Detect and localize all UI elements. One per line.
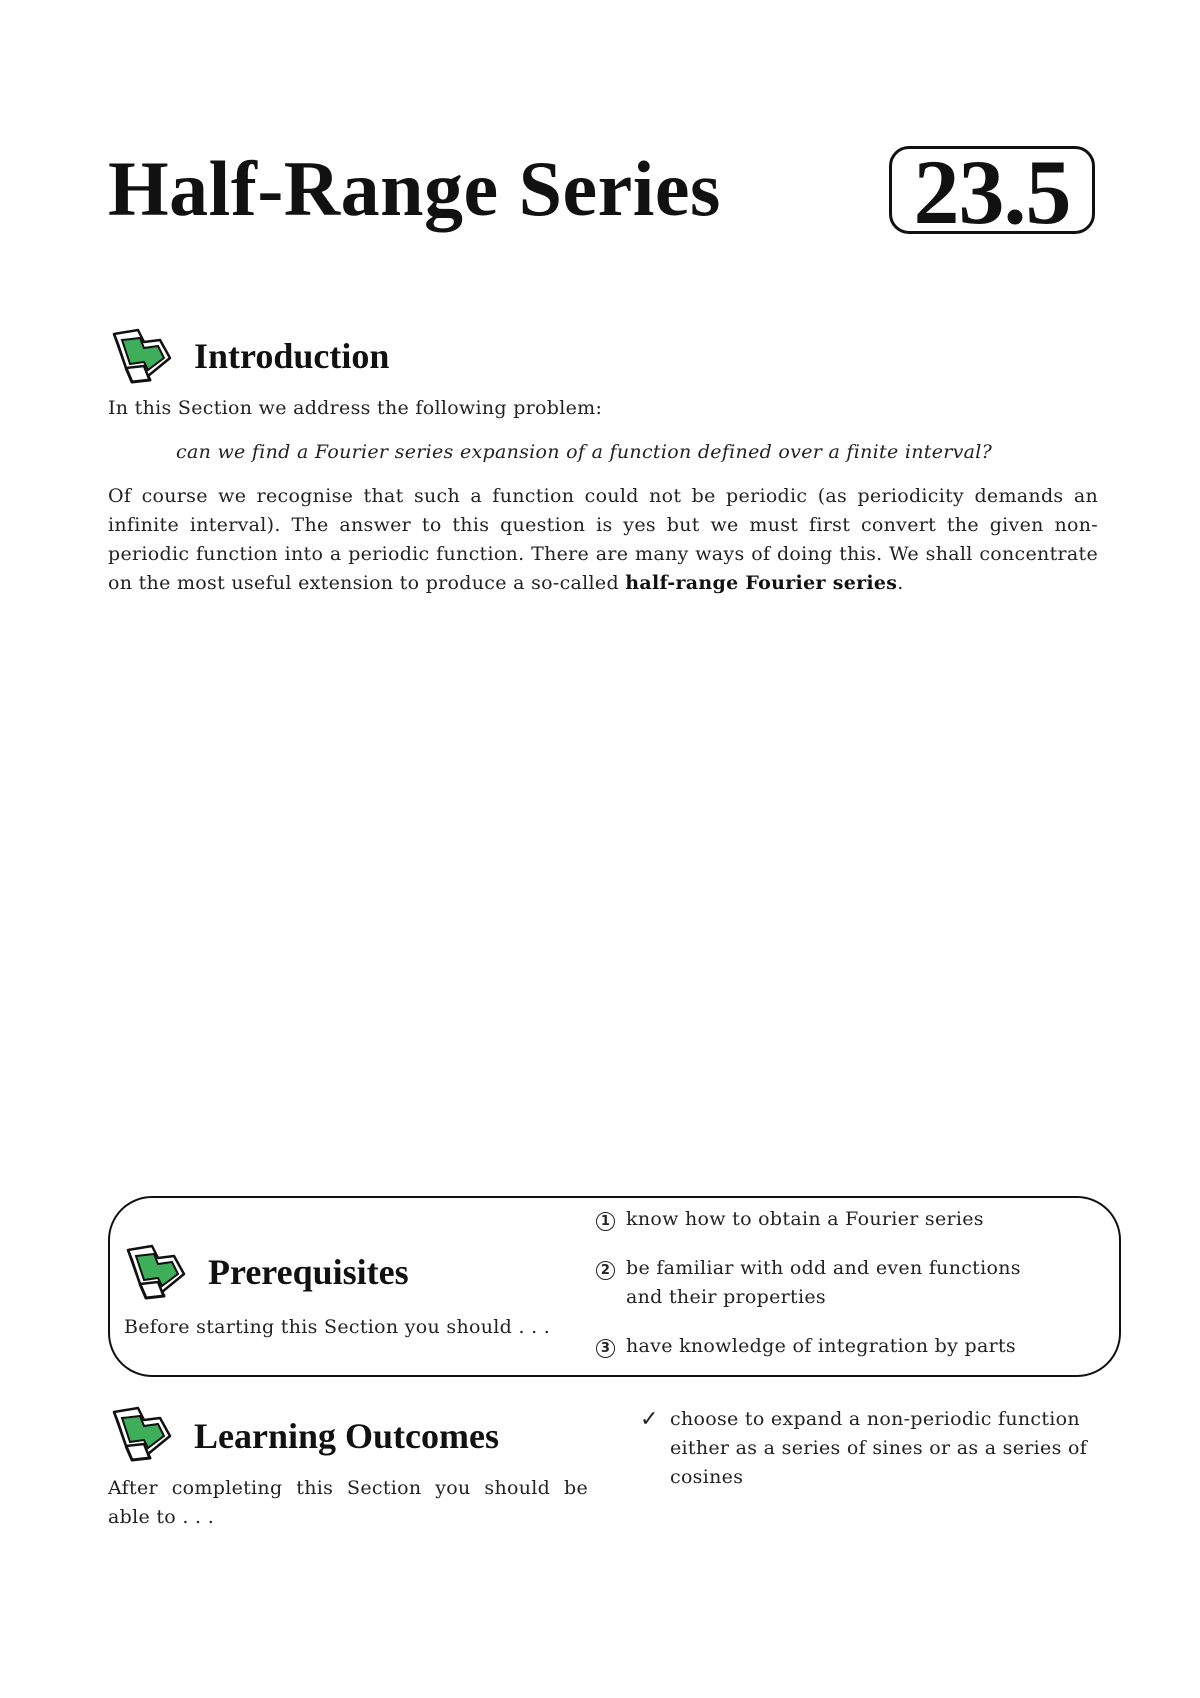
learning-outcomes-heading: Learning Outcomes bbox=[194, 1416, 499, 1456]
list-item bbox=[640, 1405, 1100, 1492]
list-marker: 3 bbox=[596, 1339, 615, 1358]
prerequisites-list bbox=[596, 1205, 1096, 1361]
list-item bbox=[596, 1205, 1096, 1234]
introduction-lead: In this Section we address the following problem: bbox=[108, 397, 603, 419]
introduction-paragraph-text: Of course we recognise that such a function could not be periodic (as periodicity demands an infinite interval). The answer to this question is yes but we must first convert the given non-periodic function into a periodic function. There are many ways of doing this. We shall concentrate on the most useful extension to produce a so-called bbox=[108, 485, 1098, 594]
list-item bbox=[596, 1332, 1096, 1361]
list-item bbox=[596, 1254, 1056, 1312]
page-title: Half-Range Series bbox=[108, 145, 721, 232]
introduction-paragraph-bold: half-range Fourier series bbox=[625, 572, 898, 594]
list-marker: 2 bbox=[596, 1261, 615, 1280]
introduction-paragraph-end: . bbox=[897, 572, 904, 594]
learning-outcomes-lead: After completing this Section you should be able to . . . bbox=[108, 1477, 588, 1528]
section-number-badge bbox=[889, 141, 1095, 243]
list-item-text: choose to expand a non-periodic function either as a series of sines or as a series of cosines bbox=[670, 1408, 1088, 1488]
list-item-text: have knowledge of integration by parts bbox=[626, 1335, 1016, 1357]
introduction-paragraph bbox=[108, 482, 1098, 598]
list-item-text: be familiar with odd and even functions and their properties bbox=[626, 1257, 1021, 1308]
list-marker: 1 bbox=[596, 1212, 615, 1231]
arrow-icon bbox=[122, 1240, 188, 1302]
arrow-icon bbox=[108, 324, 174, 386]
learning-outcomes-list bbox=[640, 1405, 1100, 1492]
arrow-icon bbox=[108, 1402, 174, 1464]
introduction-question: can we find a Fourier series expansion of a function defined over a finite interval? bbox=[176, 441, 993, 463]
introduction-heading: Introduction bbox=[194, 336, 390, 376]
check-icon: ✓ bbox=[640, 1407, 659, 1432]
section-number: 23.5 bbox=[913, 141, 1071, 243]
prerequisites-lead: Before starting this Section you should . . . bbox=[124, 1316, 551, 1338]
prerequisites-heading: Prerequisites bbox=[208, 1252, 409, 1292]
list-item-text: know how to obtain a Fourier series bbox=[626, 1208, 984, 1230]
